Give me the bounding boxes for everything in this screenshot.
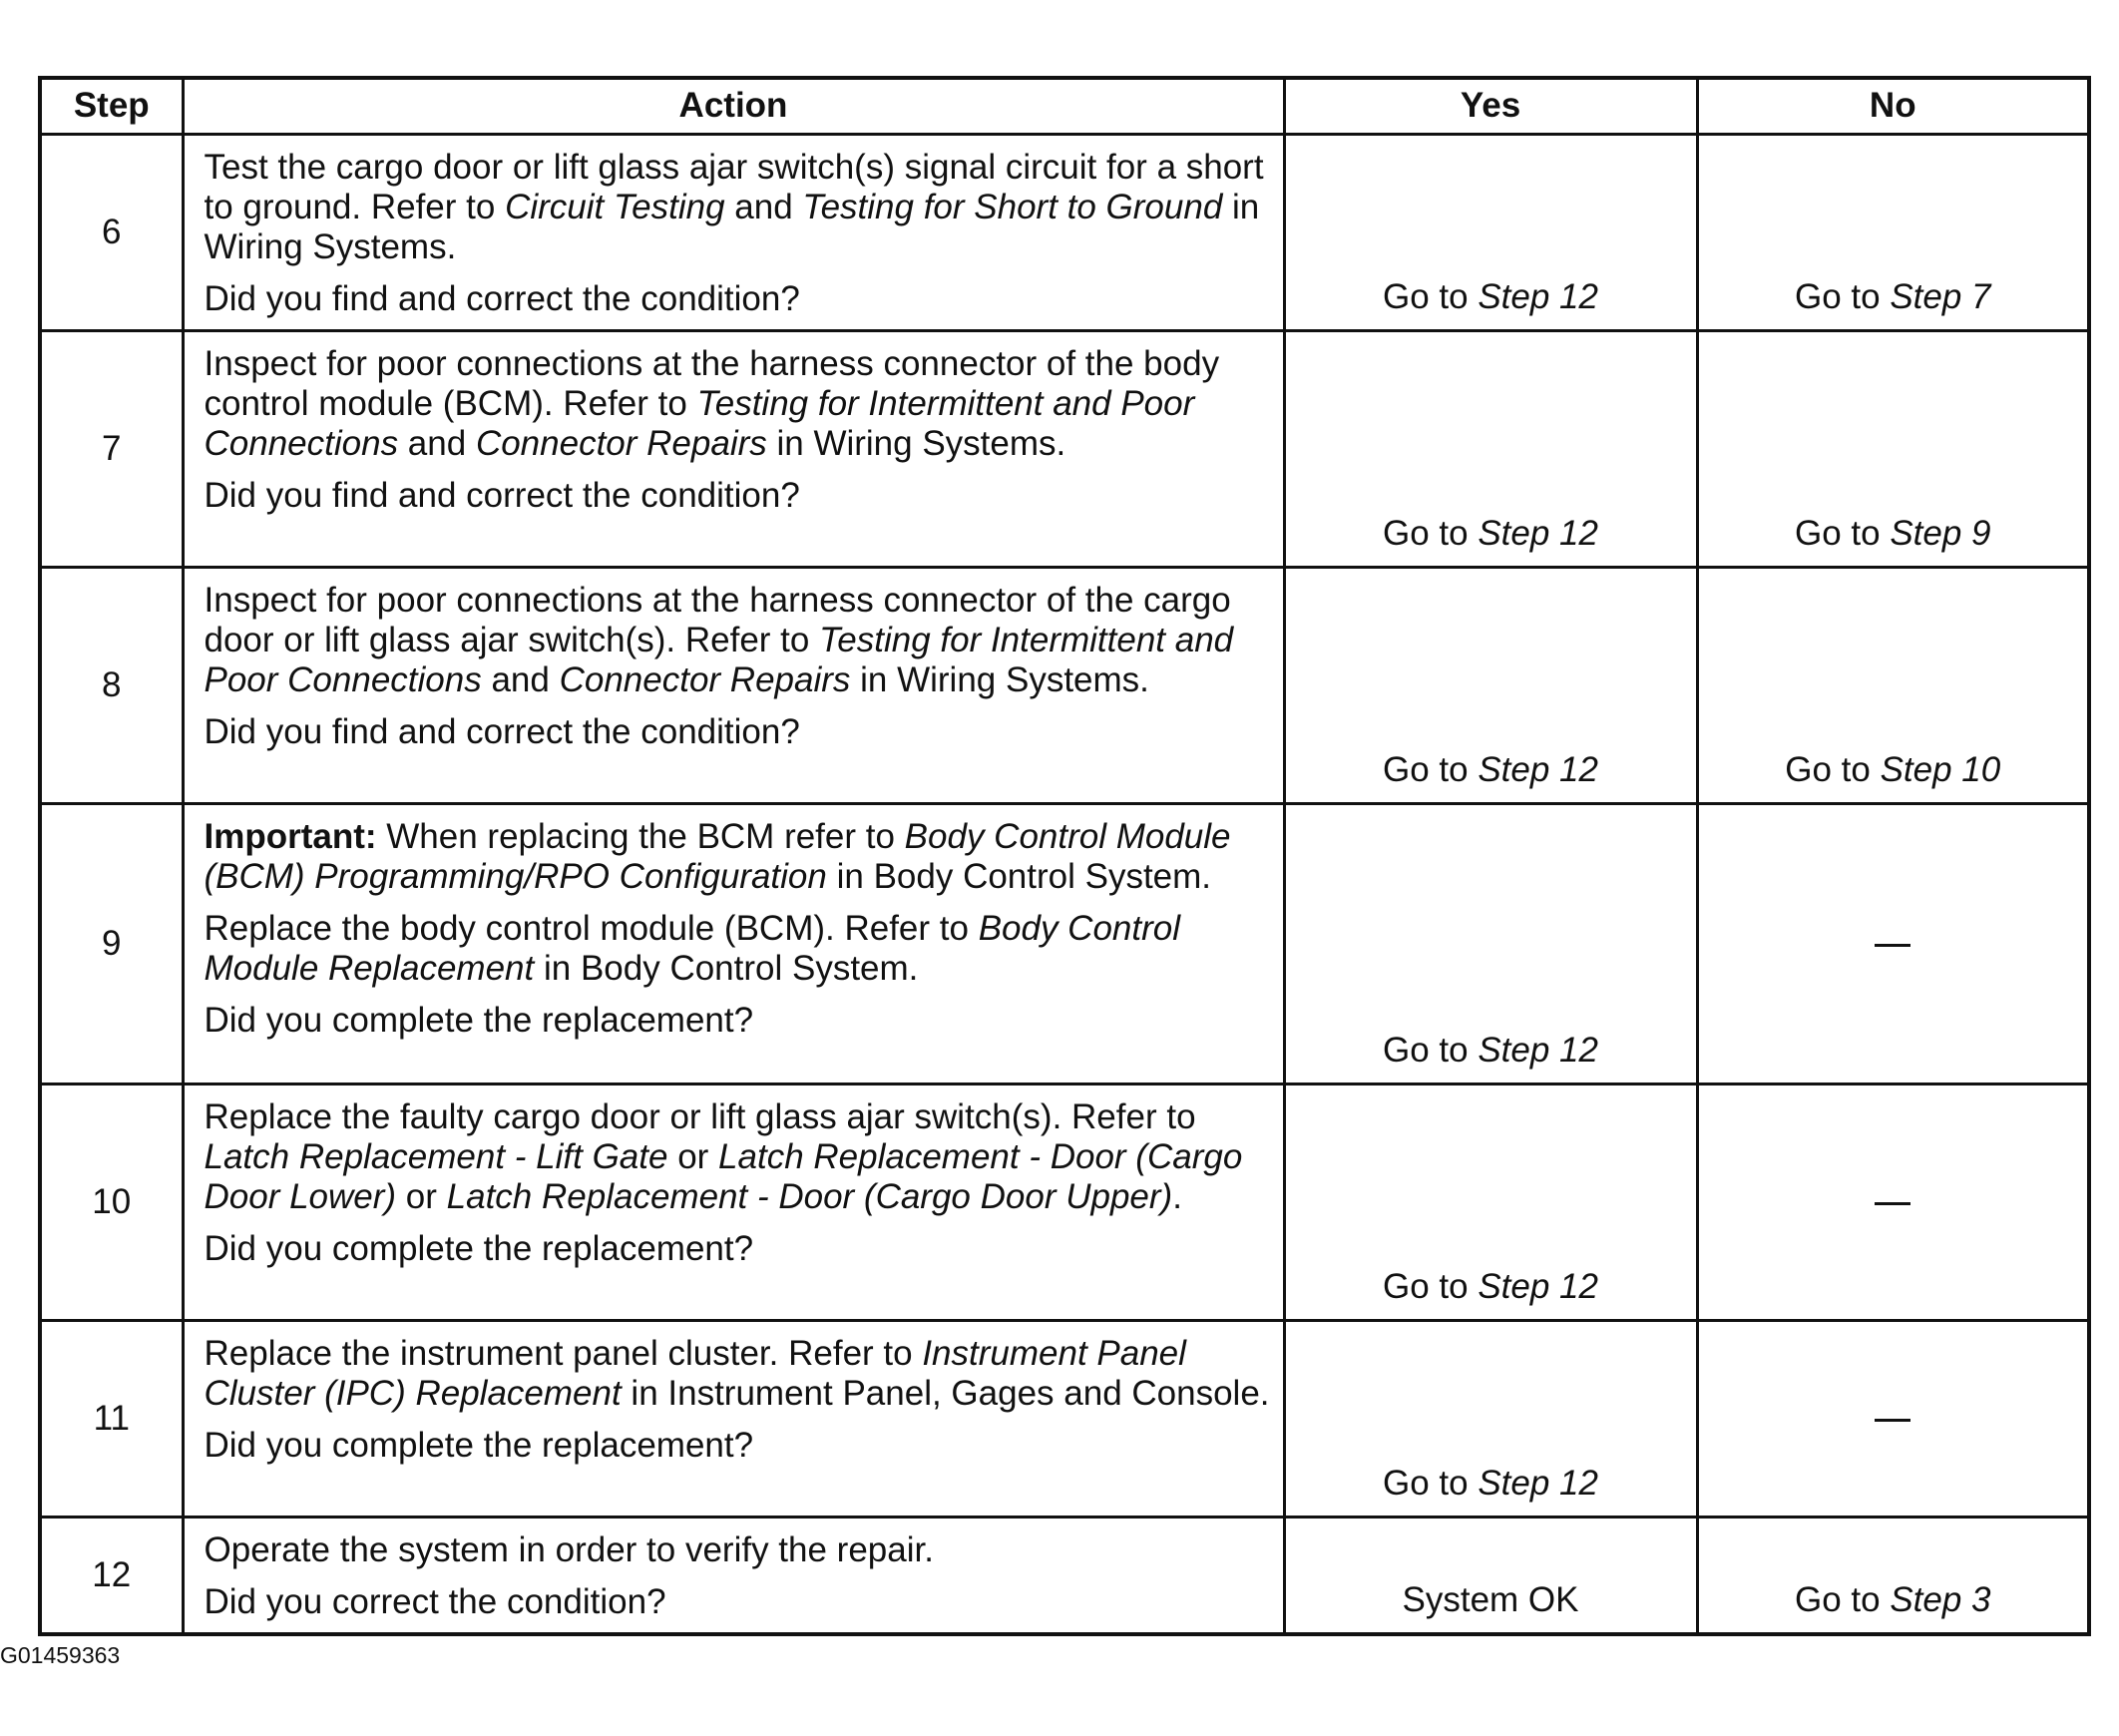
header-yes: Yes [1284, 78, 1697, 134]
action-cell [183, 1320, 1284, 1517]
action-cell [183, 1084, 1284, 1320]
no-cell [1697, 1320, 2089, 1517]
table-row [40, 803, 2089, 1084]
yes-step-link[interactable]: Step 12 [1478, 1266, 1598, 1306]
action-text: When replacing the BCM refer to [376, 816, 905, 856]
action-text: Replace the body control module (BCM). Refer to [204, 908, 979, 948]
table-row [40, 330, 2089, 567]
action-question: Did you find and correct the condition? [204, 278, 800, 318]
action-text: or [396, 1176, 447, 1216]
step-number: 9 [40, 803, 183, 1084]
yes-cell [1284, 1517, 1697, 1634]
action-question: Did you complete the replacement? [204, 1228, 754, 1268]
no-step-link[interactable]: Step 9 [1890, 513, 1991, 553]
action-instruction [205, 148, 1271, 267]
dash-icon [1875, 1202, 1910, 1205]
action-text: and [398, 423, 476, 463]
yes-cell[interactable] [1284, 1084, 1697, 1320]
reference-link[interactable]: Latch Replacement - Door (Cargo Door Upper) [446, 1176, 1173, 1216]
action-text: or [667, 1136, 719, 1176]
table-row [40, 1320, 2089, 1517]
action-text: Replace the instrument panel cluster. Refer to [204, 1333, 923, 1373]
yes-prefix: Go to [1383, 1030, 1479, 1070]
reference-link[interactable]: Testing for Intermittent and Poor Connections [204, 383, 1195, 463]
yes-cell[interactable] [1284, 1320, 1697, 1517]
action-instruction [205, 344, 1271, 464]
header-row [40, 78, 2089, 134]
action-text: in Instrument Panel, Gages and Console. [621, 1373, 1270, 1413]
reference-link[interactable]: Body Control Module Replacement [204, 908, 1181, 988]
step-number: 7 [40, 330, 183, 567]
no-prefix: Go to [1785, 749, 1881, 789]
action-instruction [205, 1530, 1271, 1570]
no-cell [1697, 803, 2089, 1084]
no-step-link[interactable]: Step 10 [1880, 749, 2001, 789]
no-prefix: Go to [1794, 1579, 1891, 1619]
yes-step-link[interactable]: Step 12 [1478, 749, 1598, 789]
yes-prefix: Go to [1383, 513, 1479, 553]
step-number: 10 [40, 1084, 183, 1320]
table-row [40, 1517, 2089, 1634]
action-text: Test the cargo door or lift glass ajar switch(s) signal circuit for a short to ground. Refer to [204, 147, 1264, 226]
reference-link[interactable]: Circuit Testing [505, 187, 725, 226]
no-cell[interactable] [1697, 134, 2089, 330]
yes-cell[interactable] [1284, 803, 1697, 1084]
action-instruction [205, 1097, 1271, 1217]
action-text: Replace the faulty cargo door or lift glass ajar switch(s). Refer to [204, 1096, 1196, 1136]
action-text: in Wiring Systems. [204, 187, 1260, 266]
action-cell [183, 330, 1284, 567]
yes-step-link[interactable]: Step 12 [1478, 513, 1598, 553]
action-question: Did you correct the condition? [204, 1581, 666, 1621]
dash-icon [1875, 944, 1910, 947]
action-text: Operate the system in order to verify the repair. [204, 1529, 934, 1569]
step-number: 6 [40, 134, 183, 330]
figure-id: G01459363 [0, 1642, 121, 1668]
action-cell [183, 803, 1284, 1084]
action-text: and [724, 187, 803, 226]
action-question: Did you find and correct the condition? [204, 475, 800, 515]
table-row [40, 1084, 2089, 1320]
header-step: Step [40, 78, 183, 134]
yes-prefix: Go to [1383, 276, 1479, 316]
action-important-note [205, 817, 1271, 897]
action-text: Inspect for poor connections at the harness connector of the cargo door or lift glass ajar switch(s). Refer to [204, 580, 1231, 659]
reference-link[interactable]: Instrument Panel Cluster (IPC) Replacement [204, 1333, 1186, 1413]
action-cell [183, 134, 1284, 330]
step-number: 11 [40, 1320, 183, 1517]
reference-link[interactable]: Body Control Module (BCM) Programming/RPO Configuration [204, 816, 1231, 896]
no-cell[interactable] [1697, 1517, 2089, 1634]
action-text: . [1172, 1176, 1182, 1216]
yes-step-link[interactable]: Step 12 [1478, 1030, 1598, 1070]
action-text: and [481, 659, 560, 699]
no-prefix: Go to [1794, 276, 1891, 316]
reference-link[interactable]: Testing for Short to Ground [802, 187, 1223, 226]
action-question: Did you find and correct the condition? [204, 711, 800, 751]
yes-cell[interactable] [1284, 330, 1697, 567]
header-action: Action [183, 78, 1284, 134]
action-text: in Wiring Systems. [850, 659, 1149, 699]
no-step-link[interactable]: Step 7 [1890, 276, 1991, 316]
table-row [40, 567, 2089, 803]
step-number: 8 [40, 567, 183, 803]
diagnostic-table [38, 76, 2091, 1636]
yes-cell[interactable] [1284, 134, 1697, 330]
reference-link[interactable]: Connector Repairs [475, 423, 767, 463]
step-number: 12 [40, 1517, 183, 1634]
action-text: in Body Control System. [534, 948, 919, 988]
important-label: Important: [204, 816, 377, 856]
table-row [40, 134, 2089, 330]
no-cell[interactable] [1697, 567, 2089, 803]
action-cell [183, 567, 1284, 803]
action-instruction [205, 1334, 1271, 1414]
action-text: Inspect for poor connections at the harness connector of the body control module (BCM). Refer to [204, 343, 1220, 423]
action-question: Did you complete the replacement? [204, 1000, 754, 1040]
yes-prefix: Go to [1383, 1463, 1479, 1503]
reference-link[interactable]: Connector Repairs [559, 659, 851, 699]
dash-icon [1875, 1419, 1910, 1422]
yes-result: System OK [1402, 1579, 1579, 1619]
yes-cell[interactable] [1284, 567, 1697, 803]
action-instruction [205, 581, 1271, 700]
yes-step-link[interactable]: Step 12 [1478, 276, 1598, 316]
reference-link[interactable]: Testing for Intermittent and Poor Connections [204, 620, 1234, 699]
no-cell[interactable] [1697, 330, 2089, 567]
yes-prefix: Go to [1383, 1266, 1479, 1306]
yes-prefix: Go to [1383, 749, 1479, 789]
action-question: Did you complete the replacement? [204, 1425, 754, 1465]
yes-step-link[interactable]: Step 12 [1478, 1463, 1598, 1503]
header-no: No [1697, 78, 2089, 134]
reference-link[interactable]: Latch Replacement - Door (Cargo Door Lower) [204, 1136, 1243, 1216]
reference-link[interactable]: Latch Replacement - Lift Gate [204, 1136, 668, 1176]
action-cell [183, 1517, 1284, 1634]
no-prefix: Go to [1794, 513, 1891, 553]
action-text: in Body Control System. [826, 856, 1212, 896]
action-instruction [205, 909, 1271, 989]
no-step-link[interactable]: Step 3 [1890, 1579, 1991, 1619]
action-text: in Wiring Systems. [766, 423, 1066, 463]
no-cell [1697, 1084, 2089, 1320]
